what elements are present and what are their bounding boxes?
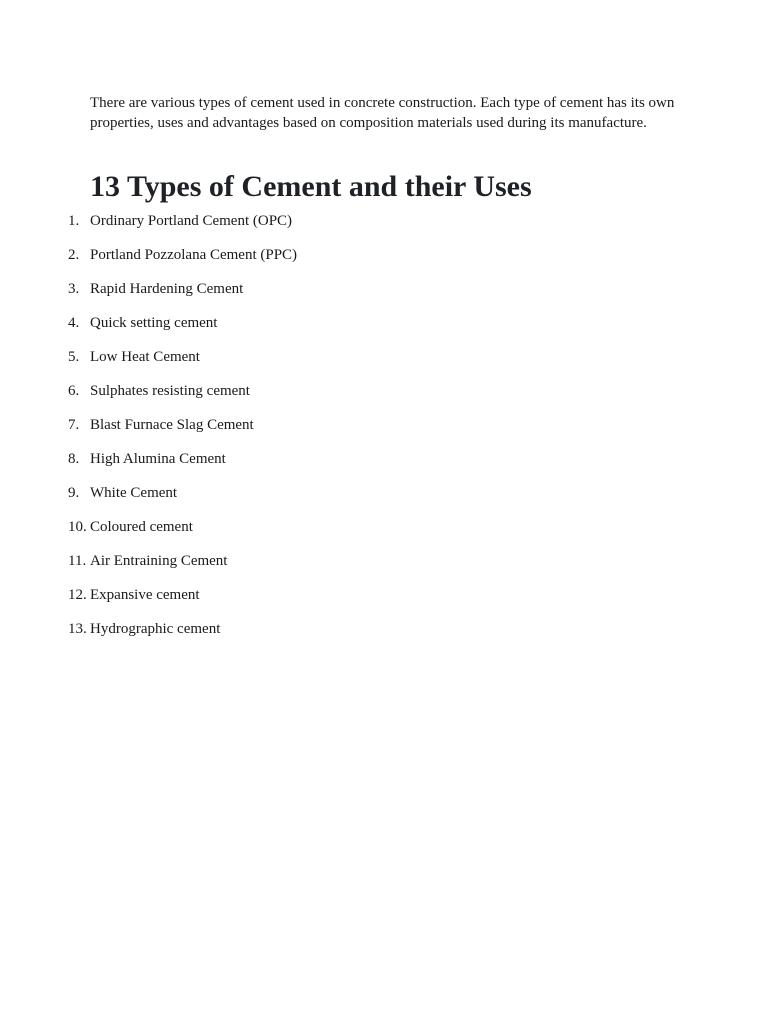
list-item-text: Air Entraining Cement — [90, 553, 228, 569]
list-item-text: Portland Pozzolana Cement (PPC) — [90, 247, 298, 263]
page-heading: 13 Types of Cement and their Uses — [90, 170, 532, 203]
list-item-number: 11. — [68, 553, 87, 569]
list-item-number: 13. — [68, 621, 87, 637]
list-item-text: Coloured cement — [90, 519, 193, 535]
list-item-text: Expansive cement — [90, 587, 200, 603]
list-item-number: 5. — [68, 349, 80, 365]
list-item-number: 1. — [68, 213, 80, 229]
list-item-text: White Cement — [90, 485, 178, 501]
list-item-text: Quick setting cement — [90, 315, 218, 331]
list-item-number: 10. — [68, 519, 87, 535]
list-item-number: 2. — [68, 247, 80, 263]
list-item-text: Rapid Hardening Cement — [90, 281, 244, 297]
list-item-text: Sulphates resisting cement — [90, 383, 250, 399]
list-item-number: 6. — [68, 383, 80, 399]
list-item-number: 12. — [68, 587, 87, 603]
list-item-number: 9. — [68, 485, 80, 501]
list-item-text: Hydrographic cement — [90, 621, 221, 637]
list-item-number: 4. — [68, 315, 80, 331]
list-item-number: 8. — [68, 451, 80, 467]
list-item-number: 7. — [68, 417, 80, 433]
list-item-text: Blast Furnace Slag Cement — [90, 417, 254, 433]
list-item-text: Low Heat Cement — [90, 349, 200, 365]
list-item-text: High Alumina Cement — [90, 451, 226, 467]
list-item-text: Ordinary Portland Cement (OPC) — [90, 213, 293, 229]
list-item-number: 3. — [68, 281, 80, 297]
intro-paragraph: There are various types of cement used in concrete construction. Each type of cement has its own properties, uses and advantages based on composition materials used during its manufacture. — [90, 95, 675, 131]
